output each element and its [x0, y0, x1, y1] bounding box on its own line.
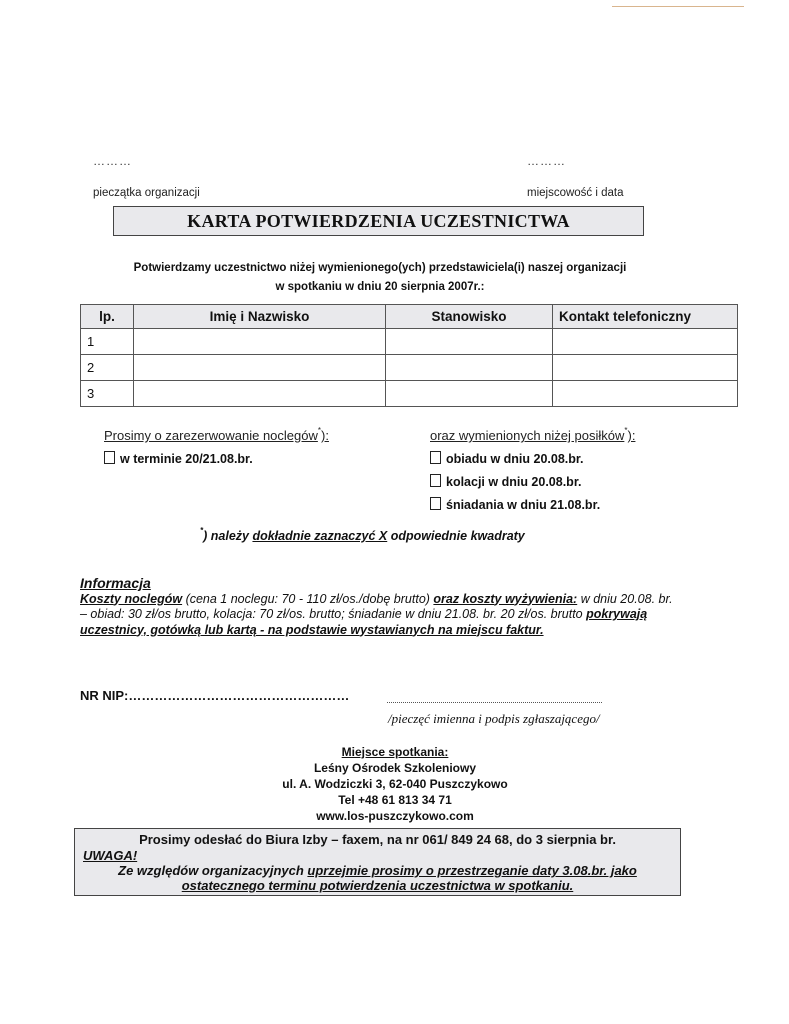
row-number: 3	[81, 381, 134, 407]
notice-line-4: ostatecznego terminu potwierdzenia uczestnictwa w spotkaniu.	[181, 878, 574, 893]
meals-heading	[430, 428, 635, 443]
accommodation-heading-text: Prosimy o zarezerwowanie noclegów	[104, 428, 318, 443]
phone-cell[interactable]	[553, 329, 738, 355]
position-cell[interactable]	[386, 355, 553, 381]
notice-uwaga: UWAGA!	[83, 848, 138, 863]
meals-heading-text: oraz wymienionych niżej posiłków	[430, 428, 625, 443]
header-position: Stanowisko	[386, 305, 553, 329]
meals-heading-suffix: ):	[627, 428, 636, 443]
meal-option-dinner[interactable]	[430, 451, 584, 466]
top-edge-line	[612, 6, 744, 7]
place-date-dots: ………	[527, 154, 566, 168]
position-cell[interactable]	[386, 381, 553, 407]
accommodation-star: *	[317, 426, 321, 435]
table-row	[81, 329, 738, 355]
name-cell[interactable]	[134, 381, 386, 407]
information-text-1: (cena 1 noclegu: 70 - 110 zł/os./dobę brutto)	[182, 591, 434, 606]
table-row	[81, 355, 738, 381]
notice-line-3a: Ze względów organizacyjnych	[118, 863, 308, 878]
signature-line	[387, 702, 602, 703]
row-number: 2	[81, 355, 134, 381]
notice-line-3b: uprzejmie prosimy o przestrzeganie daty 3.08.br. jako	[307, 863, 637, 878]
notice-line-1: Prosimy odesłać do Biura Izby – faxem, na nr 061/ 849 24 68, do 3 sierpnia br.	[139, 832, 616, 847]
intro-line-1: Potwierdzamy uczestnictwo niżej wymienionego(ych) przedstawiciela(i) naszej organizacji	[133, 262, 627, 274]
meal-option-supper[interactable]	[430, 474, 581, 489]
dinner-checkbox[interactable]	[430, 451, 441, 464]
accommodation-option-label: w terminie 20/21.08.br.	[120, 452, 253, 466]
information-section	[80, 576, 680, 638]
stamp-label: pieczątka organizacji	[93, 187, 200, 199]
meal-option-breakfast[interactable]	[430, 497, 600, 512]
participants-table	[80, 304, 738, 407]
supper-checkbox[interactable]	[430, 474, 441, 487]
row-number: 1	[81, 329, 134, 355]
intro-line-2: w spotkaniu w dniu 20 sierpnia 2007r.:	[275, 281, 485, 293]
table-header-row	[81, 305, 738, 329]
signature-label: /pieczęć imienna i podpis zgłaszającego/	[388, 711, 600, 726]
position-cell[interactable]	[386, 329, 553, 355]
phone-cell[interactable]	[553, 381, 738, 407]
note-underlined: dokładnie zaznaczyć X	[252, 529, 388, 543]
breakfast-label: śniadania w dniu 21.08.br.	[446, 498, 601, 512]
supper-label: kolacji w dniu 20.08.br.	[446, 475, 582, 489]
meeting-phone: Tel +48 61 813 34 71	[338, 793, 452, 807]
accommodation-heading-suffix: ):	[321, 428, 329, 443]
accommodation-checkbox[interactable]	[104, 451, 115, 464]
accommodation-costs: Koszty noclegów	[80, 591, 183, 606]
notice-box	[74, 828, 681, 896]
header-name: Imię i Nazwisko	[134, 305, 386, 329]
accommodation-option[interactable]	[104, 451, 253, 466]
name-cell[interactable]	[134, 329, 386, 355]
breakfast-checkbox[interactable]	[430, 497, 441, 510]
payment-note: pokrywają uczestnicy, gotówką lub kartą - na podstawie wystawianych na miejscu faktur.	[80, 607, 648, 637]
meal-costs: oraz koszty wyżywienia:	[433, 591, 578, 606]
meeting-address: ul. A. Wodziczki 3, 62-040 Puszczykowo	[282, 777, 508, 791]
note-star: *	[200, 526, 204, 535]
information-heading: Informacja	[80, 575, 151, 591]
header-lp: lp.	[81, 305, 134, 329]
table-row	[81, 381, 738, 407]
accommodation-heading	[104, 428, 329, 443]
notice-text	[75, 863, 680, 893]
information-text	[80, 592, 680, 639]
note-suffix: odpowiednie kwadraty	[387, 529, 525, 543]
header-phone: Kontakt telefoniczny	[553, 305, 738, 329]
stamp-dots: ………	[93, 154, 132, 168]
checkbox-note	[200, 526, 525, 543]
nip-field[interactable]: NR NIP:……………………………………………	[80, 688, 350, 703]
phone-cell[interactable]	[553, 355, 738, 381]
meals-star: *	[624, 426, 628, 435]
place-date-label: miejscowość i data	[527, 187, 624, 199]
information-text-2: w dniu 20.08. br. – obiad: 30 zł/os brutto, kolacja: 70 zł/os. brutto; śniadanie w dniu 21.08. br. 20 zł/os. brutto	[80, 591, 673, 621]
meeting-heading: Miejsce spotkania:	[341, 745, 449, 759]
dinner-label: obiadu w dniu 20.08.br.	[446, 452, 584, 466]
meeting-website[interactable]: www.los-puszczykowo.com	[316, 809, 474, 823]
name-cell[interactable]	[134, 355, 386, 381]
note-prefix: ) należy	[203, 529, 253, 543]
meeting-venue: Leśny Ośrodek Szkoleniowy	[313, 761, 477, 775]
meeting-place	[230, 744, 560, 824]
form-title: KARTA POTWIERDZENIA UCZESTNICTWA	[113, 206, 644, 236]
